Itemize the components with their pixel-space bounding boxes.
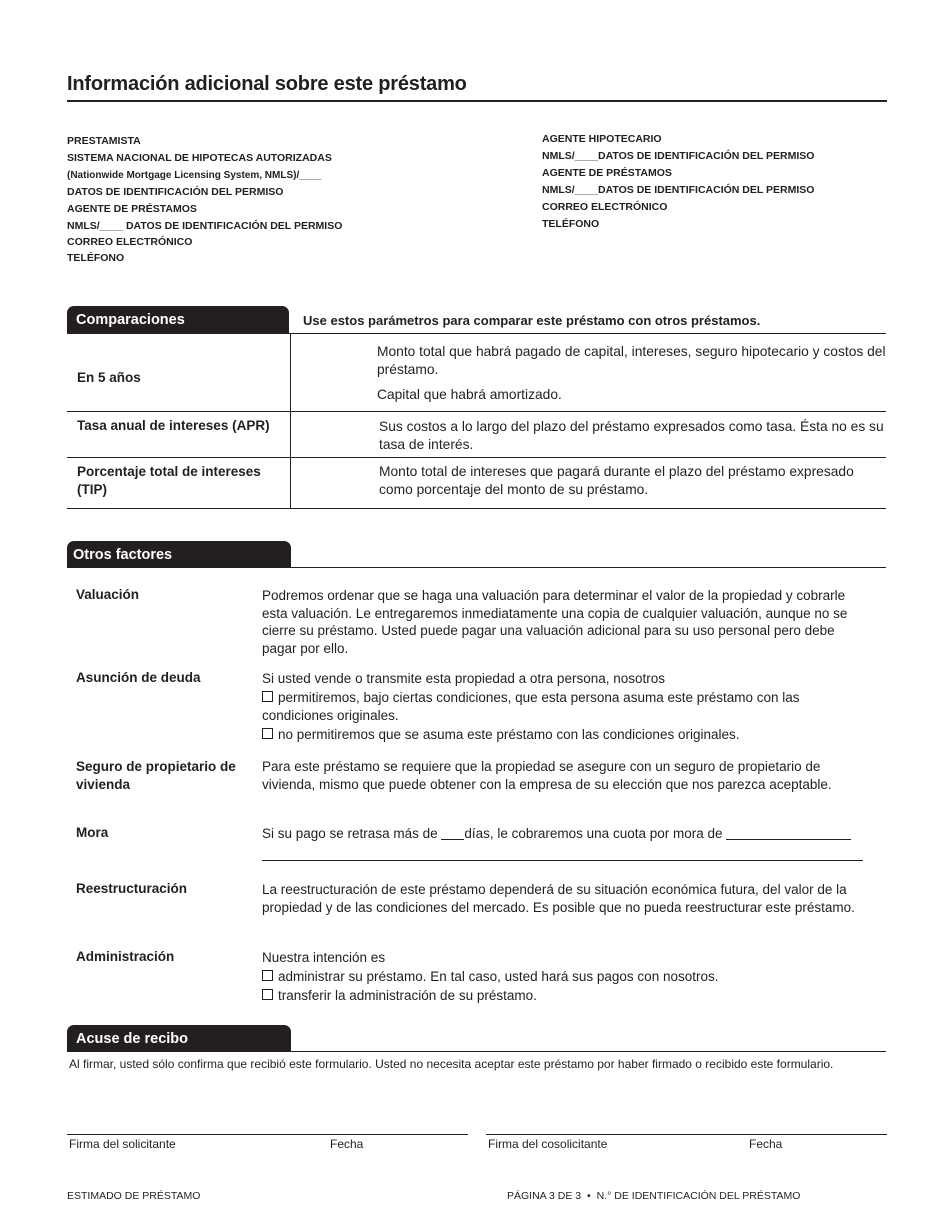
servicing-option-transfer-label: transferir la administración de su préstamo.	[278, 988, 537, 1003]
acknowledgment-text: Al firmar, usted sólo confirma que recibió este formulario. Usted no necesita aceptar este préstamo por haber firmado o recibido este formulario.	[69, 1057, 834, 1071]
title-divider	[67, 100, 887, 102]
late-days-blank[interactable]	[441, 839, 464, 840]
assumption-text: Si usted vende o transmite esta propiedad a otra persona, nosotros	[262, 671, 665, 686]
apr-label: Tasa anual de intereses (APR)	[77, 418, 270, 433]
comparisons-column-divider	[290, 333, 291, 509]
acknowledgment-tab: Acuse de recibo	[67, 1025, 291, 1052]
broker-info-line: CORREO ELECTRÓNICO	[542, 201, 668, 213]
comparisons-row-divider	[67, 411, 886, 412]
checkbox-icon[interactable]	[262, 989, 273, 1000]
footer-page-number: PÁGINA 3 DE 3	[507, 1190, 582, 1202]
lender-info-line: AGENTE DE PRÉSTAMOS	[67, 203, 197, 215]
servicing-text: Nuestra intención es	[262, 950, 386, 965]
checkbox-icon[interactable]	[262, 728, 273, 739]
assumption-option-deny-label: no permitiremos que se asuma este préstamo con las condiciones originales.	[278, 727, 740, 742]
comparisons-rule	[67, 333, 886, 334]
broker-info	[542, 131, 814, 233]
comparisons-bottom-rule	[67, 508, 886, 509]
checkbox-icon[interactable]	[262, 970, 273, 981]
applicant-signature-line[interactable]	[67, 1134, 468, 1135]
servicing-label: Administración	[76, 949, 175, 964]
servicing-option-service-label: administrar su préstamo. En tal caso, usted hará sus pagos con nosotros.	[278, 969, 719, 984]
acknowledgment-rule	[67, 1051, 886, 1052]
valuation-text: Podremos ordenar que se haga una valuación para determinar el valor de la propiedad y cobrarle esta valuación. Le entregaremos inmediatamente una copia de cualquier valuación, aunque no se cierre su préstamo. Usted puede pagar una valuación adicional para su uso personal pero debe pagar por ello.	[262, 588, 848, 656]
five-years-label: En 5 años	[77, 370, 141, 385]
page-title: Información adicional sobre este préstamo	[67, 73, 467, 95]
other-factors-tab: Otros factores	[67, 541, 291, 568]
lender-info-line: (Nationwide Mortgage Licensing System, NMLS)/____	[67, 170, 322, 181]
refinance-text: La reestructuración de este préstamo dependerá de su situación económica futura, del valor de la propiedad y de las condiciones del mercado. Es posible que no pueda reestructurar este préstamo.	[262, 882, 855, 915]
late-payment-text-b: días, le cobraremos una cuota por mora de	[464, 826, 723, 841]
servicing-option-service[interactable]	[262, 968, 718, 986]
applicant-signature-label: Firma del solicitante	[69, 1137, 176, 1151]
assumption-option-deny[interactable]	[262, 726, 872, 744]
late-payment-text	[262, 825, 851, 843]
assumption-option-allow[interactable]	[262, 689, 862, 724]
footer-page-info	[507, 1190, 800, 1202]
late-payment-blank-line[interactable]	[262, 860, 863, 861]
five-years-principal-text: Capital que habrá amortizado.	[377, 387, 562, 402]
checkbox-icon[interactable]	[262, 691, 273, 702]
lender-info-line: NMLS/____ DATOS DE IDENTIFICACIÓN DEL PERMISO	[67, 220, 343, 232]
refinance-label: Reestructuración	[76, 881, 188, 896]
coapplicant-date-label: Fecha	[749, 1137, 783, 1151]
footer-form-name: ESTIMADO DE PRÉSTAMO	[67, 1190, 201, 1202]
lender-info-line: CORREO ELECTRÓNICO	[67, 236, 193, 248]
late-payment-text-a: Si su pago se retrasa más de	[262, 826, 438, 841]
late-payment-label: Mora	[76, 825, 109, 840]
broker-info-line: TELÉFONO	[542, 218, 600, 230]
apr-text: Sus costos a lo largo del plazo del préstamo expresados como tasa. Ésta no es su tasa de interés.	[379, 419, 884, 452]
valuation-label: Valuación	[76, 587, 140, 602]
coapplicant-signature-line[interactable]	[486, 1134, 887, 1135]
broker-info-line: AGENTE DE PRÉSTAMOS	[542, 167, 672, 179]
assumption-option-allow-label: permitiremos, bajo ciertas condiciones, que esta persona asuma este préstamo con las condiciones originales.	[262, 690, 800, 723]
five-years-text: Monto total que habrá pagado de capital, intereses, seguro hipotecario y costos del préstamo.	[377, 344, 886, 377]
tip-text: Monto total de intereses que pagará durante el plazo del préstamo expresado como porcentaje del monto de su préstamo.	[379, 464, 854, 497]
insurance-label: Seguro de propietario de vivienda	[76, 759, 236, 792]
comparisons-intro: Use estos parámetros para comparar este préstamo con otros préstamos.	[303, 313, 761, 328]
lender-info-line: PRESTAMISTA	[67, 135, 141, 147]
broker-info-line: NMLS/____DATOS DE IDENTIFICACIÓN DEL PERMISO	[542, 184, 815, 196]
broker-info-line: AGENTE HIPOTECARIO	[542, 133, 662, 145]
lender-info-line: SISTEMA NACIONAL DE HIPOTECAS AUTORIZADAS	[67, 152, 332, 164]
assumption-label: Asunción de deuda	[76, 670, 201, 685]
insurance-text: Para este préstamo se requiere que la propiedad se asegure con un seguro de propietario de vivienda, mismo que puede obtener con la empresa de su elección que nos parezca aceptable.	[262, 759, 832, 792]
comparisons-tab: Comparaciones	[67, 306, 289, 333]
comparisons-row-divider	[67, 457, 886, 458]
coapplicant-signature-label: Firma del cosolicitante	[488, 1137, 608, 1151]
broker-info-line: NMLS/____DATOS DE IDENTIFICACIÓN DEL PERMISO	[542, 150, 815, 162]
late-fee-blank[interactable]	[726, 839, 851, 840]
tip-label: Porcentaje total de intereses (TIP)	[77, 464, 261, 497]
lender-info	[67, 133, 342, 267]
lender-info-line: TELÉFONO	[67, 252, 125, 264]
footer-bullet: •	[587, 1190, 591, 1202]
lender-info-line: DATOS DE IDENTIFICACIÓN DEL PERMISO	[67, 186, 284, 198]
footer-loan-id: N.° DE IDENTIFICACIÓN DEL PRÉSTAMO	[596, 1190, 801, 1202]
other-factors-rule	[67, 567, 886, 568]
applicant-date-label: Fecha	[330, 1137, 364, 1151]
servicing-option-transfer[interactable]	[262, 987, 537, 1005]
